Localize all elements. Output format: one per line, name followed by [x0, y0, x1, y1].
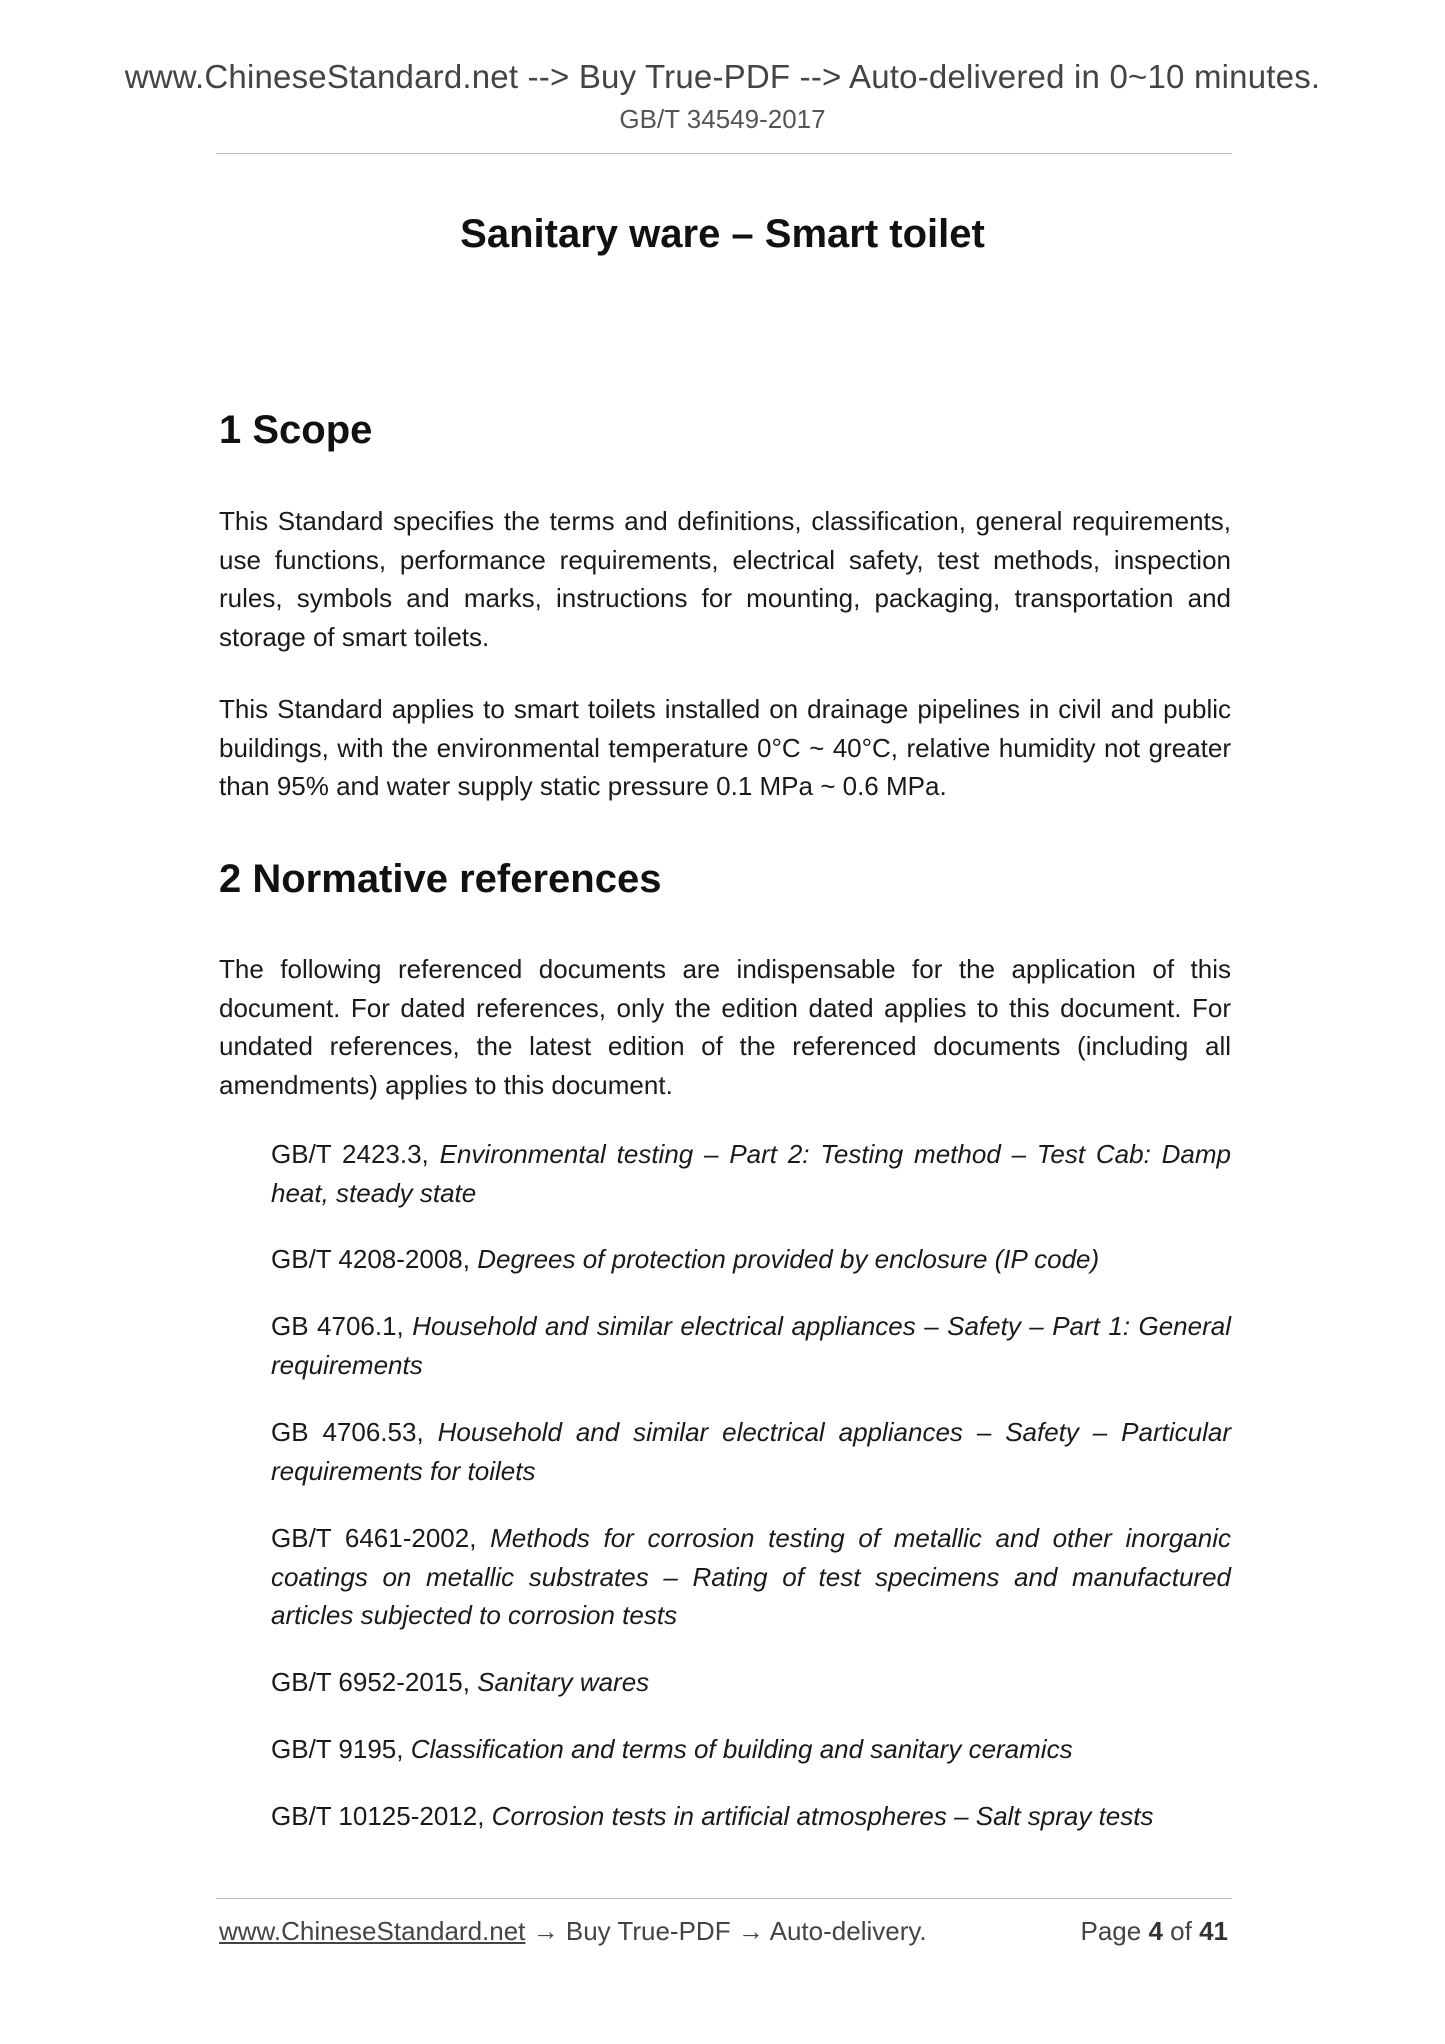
page-total: 41 [1199, 1916, 1228, 1946]
reference-item [271, 1240, 1231, 1279]
reference-title: Household and similar electrical appliances – Safety – Part 1: General requirements [271, 1311, 1231, 1380]
reference-item [271, 1413, 1231, 1490]
of-label: of [1170, 1916, 1192, 1946]
reference-title: Degrees of protection provided by enclosure (IP code) [477, 1244, 1100, 1274]
page-indicator [1080, 1916, 1228, 1947]
reference-code: GB/T 9195, [271, 1734, 411, 1764]
reference-item [271, 1307, 1231, 1384]
header-banner: www.ChineseStandard.net --> Buy True-PDF --> Auto-delivered in 0~10 minutes. [124, 58, 1321, 95]
footer-buy-text: Buy True-PDF [565, 1916, 731, 1946]
reference-title: Environmental testing – Part 2: Testing method – Test Cab: Damp heat, steady state [271, 1139, 1231, 1208]
reference-code: GB/T 6952-2015, [271, 1667, 478, 1697]
reference-code: GB/T 6461-2002, [271, 1523, 491, 1553]
reference-item [271, 1663, 1231, 1702]
section-heading-scope: 1 Scope [219, 408, 373, 452]
arrow-right-icon: → [737, 1916, 764, 1946]
footer-auto-text: Auto-delivery. [769, 1916, 927, 1946]
reference-code: GB 4706.1, [271, 1311, 413, 1341]
reference-item [271, 1797, 1231, 1836]
reference-title: Corrosion tests in artificial atmospheres – Salt spray tests [491, 1801, 1154, 1831]
standard-code: GB/T 34549-2017 [619, 104, 826, 134]
reference-title: Sanitary wares [477, 1667, 650, 1697]
reference-item [271, 1519, 1231, 1635]
arrow-right-icon: → [532, 1916, 559, 1946]
reference-code: GB/T 2423.3, [271, 1139, 440, 1169]
scope-paragraph-1: This Standard specifies the terms and definitions, classification, general requirements, use functions, performance requirements, electrical safety, test methods, inspection rules, symbols and marks, instructions for mounting, packaging, transportation and storage of smart toilets. [219, 506, 1231, 652]
normative-intro-paragraph: The following referenced documents are indispensable for the application of this document. For dated references, only the edition dated applies to this document. For undated references, the latest edition of the referenced documents (including all amendments) applies to this document. [219, 954, 1231, 1100]
footer-promo [219, 1916, 927, 1947]
reference-title: Household and similar electrical appliances – Safety – Particular requirements for toilets [271, 1417, 1231, 1486]
page-number: 4 [1148, 1916, 1163, 1946]
footer-divider [216, 1898, 1232, 1899]
reference-code: GB 4706.53, [271, 1417, 438, 1447]
footer-site-link[interactable]: www.ChineseStandard.net [219, 1916, 526, 1946]
reference-title: Methods for corrosion testing of metallic and other inorganic coatings on metallic substrates – Rating of test specimens and manufactured articles subjected to corrosion tests [271, 1523, 1232, 1630]
document-title: Sanitary ware – Smart toilet [460, 212, 985, 256]
page-label: Page [1080, 1916, 1142, 1946]
reference-code: GB/T 4208-2008, [271, 1244, 478, 1274]
scope-paragraph-2: This Standard applies to smart toilets installed on drainage pipelines in civil and public buildings, with the environmental temperature 0°C ~ 40°C, relative humidity not greater than 95% and water supply static pressure 0.1 MPa ~ 0.6 MPa. [219, 694, 1231, 801]
reference-item [271, 1730, 1231, 1769]
reference-code: GB/T 10125-2012, [271, 1801, 492, 1831]
reference-title: Classification and terms of building and sanitary ceramics [410, 1734, 1073, 1764]
reference-item [271, 1135, 1231, 1212]
header-divider [216, 153, 1232, 154]
section-heading-normative-references: 2 Normative references [219, 857, 662, 901]
